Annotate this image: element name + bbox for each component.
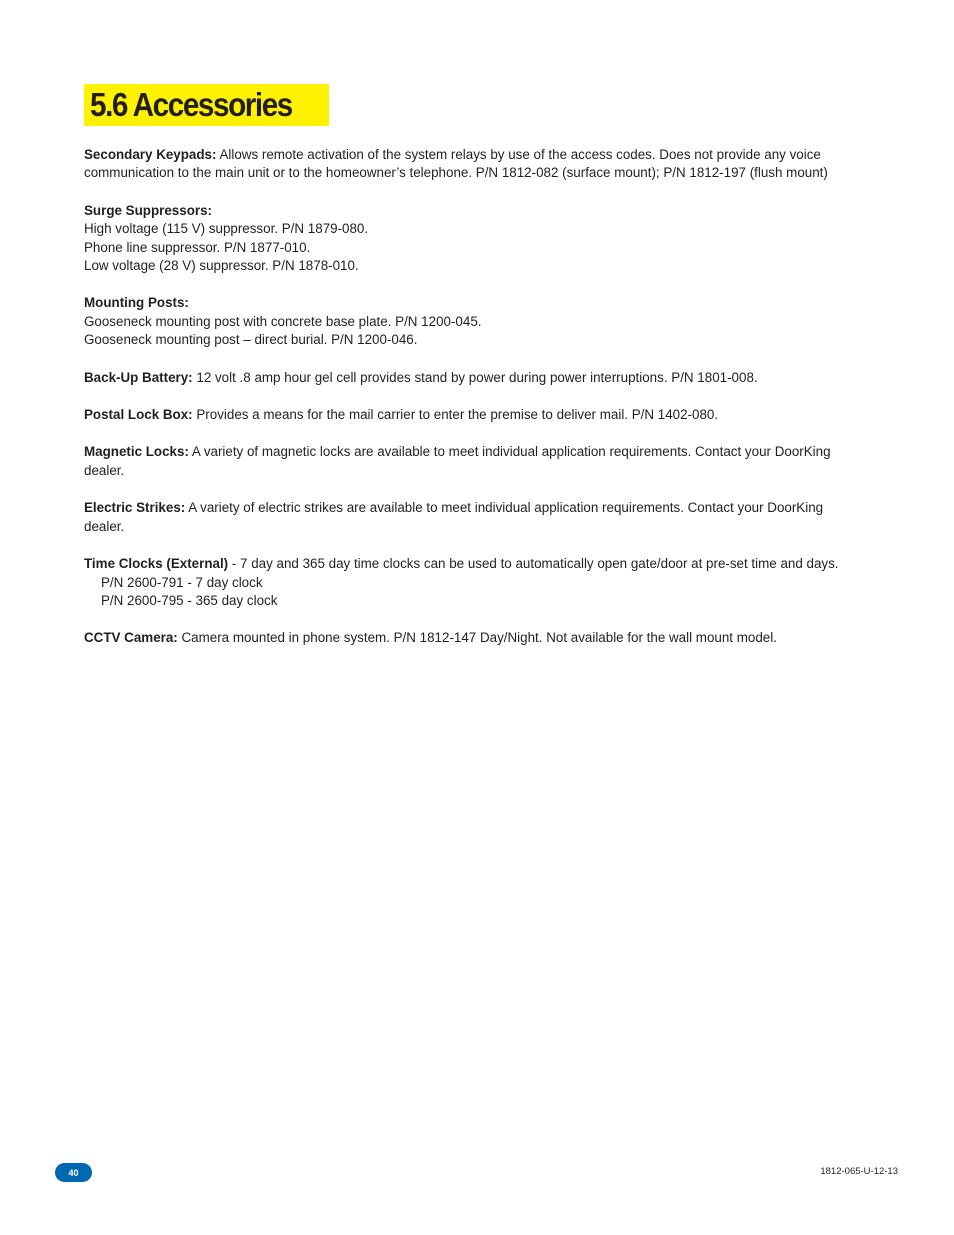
electric-strikes-label: Electric Strikes: [84,500,186,516]
secondary-keypads-text-1: Allows remote activation of the system relays by use of the access codes. Does not provide any voice [216,147,821,162]
backup-battery-label: Back-Up Battery: [84,369,193,385]
secondary-keypads-item [84,146,874,183]
mounting-posts-item [84,294,874,349]
cctv-camera-label: CCTV Camera: [84,630,178,646]
backup-battery-text: 12 volt .8 amp hour gel cell provides stand by power during power interruptions. P/N 1801-008. [192,369,758,385]
secondary-keypads-text-2: communication to the main unit or to the homeowner’s telephone. P/N 1812-082 (surface mount); P/N 1812-197 (flush mount) [84,165,828,181]
postal-lock-box-label: Postal Lock Box: [84,407,193,423]
section-heading: 5.6 Accessories [90,86,292,123]
surge-suppressor-line: High voltage (115 V) suppressor. P/N 1879-080. [84,221,369,237]
backup-battery-item [84,369,874,387]
surge-suppressor-line: Low voltage (28 V) suppressor. P/N 1878-010. [84,258,359,274]
mounting-post-line: Gooseneck mounting post with concrete base plate. P/N 1200-045. [84,313,482,329]
magnetic-locks-label: Magnetic Locks: [84,444,189,460]
time-clock-part-line: P/N 2600-791 - 7 day clock [101,574,263,590]
postal-lock-box-text: Provides a means for the mail carrier to enter the premise to deliver mail. P/N 1402-080. [192,407,719,423]
surge-suppressors-item [84,202,874,276]
time-clocks-text: - 7 day and 365 day time clocks can be used to automatically open gate/door at pre-set time and days. [228,556,839,572]
electric-strikes-text-1: A variety of electric strikes are available to meet individual application requirements. Contact your DoorKing [185,500,824,516]
magnetic-locks-item [84,443,874,480]
cctv-camera-item [84,629,874,647]
postal-lock-box-item [84,406,874,424]
time-clocks-item [84,555,874,610]
mounting-post-line: Gooseneck mounting post – direct burial. P/N 1200-046. [84,332,418,348]
time-clock-part-line: P/N 2600-795 - 365 day clock [101,592,278,608]
section-heading-box [84,84,329,126]
accessories-content [84,146,874,667]
electric-strikes-text-2: dealer. [84,518,125,534]
time-clocks-label: Time Clocks (External) [84,556,229,572]
document-code: 1812-065-U-12-13 [820,1166,898,1177]
page-number: 40 [68,1167,79,1178]
magnetic-locks-text-1: A variety of magnetic locks are available to meet individual application requirements. Contact your DoorKing [188,444,831,460]
surge-suppressors-label: Surge Suppressors: [84,202,212,218]
magnetic-locks-text-2: dealer. [84,462,125,478]
mounting-posts-label: Mounting Posts: [84,295,189,311]
surge-suppressor-line: Phone line suppressor. P/N 1877-010. [84,239,311,255]
secondary-keypads-label: Secondary Keypads: [84,147,217,162]
cctv-camera-text: Camera mounted in phone system. P/N 1812-147 Day/Night. Not available for the wall mount model. [177,630,777,646]
electric-strikes-item [84,499,874,536]
page-number-badge [55,1163,92,1182]
